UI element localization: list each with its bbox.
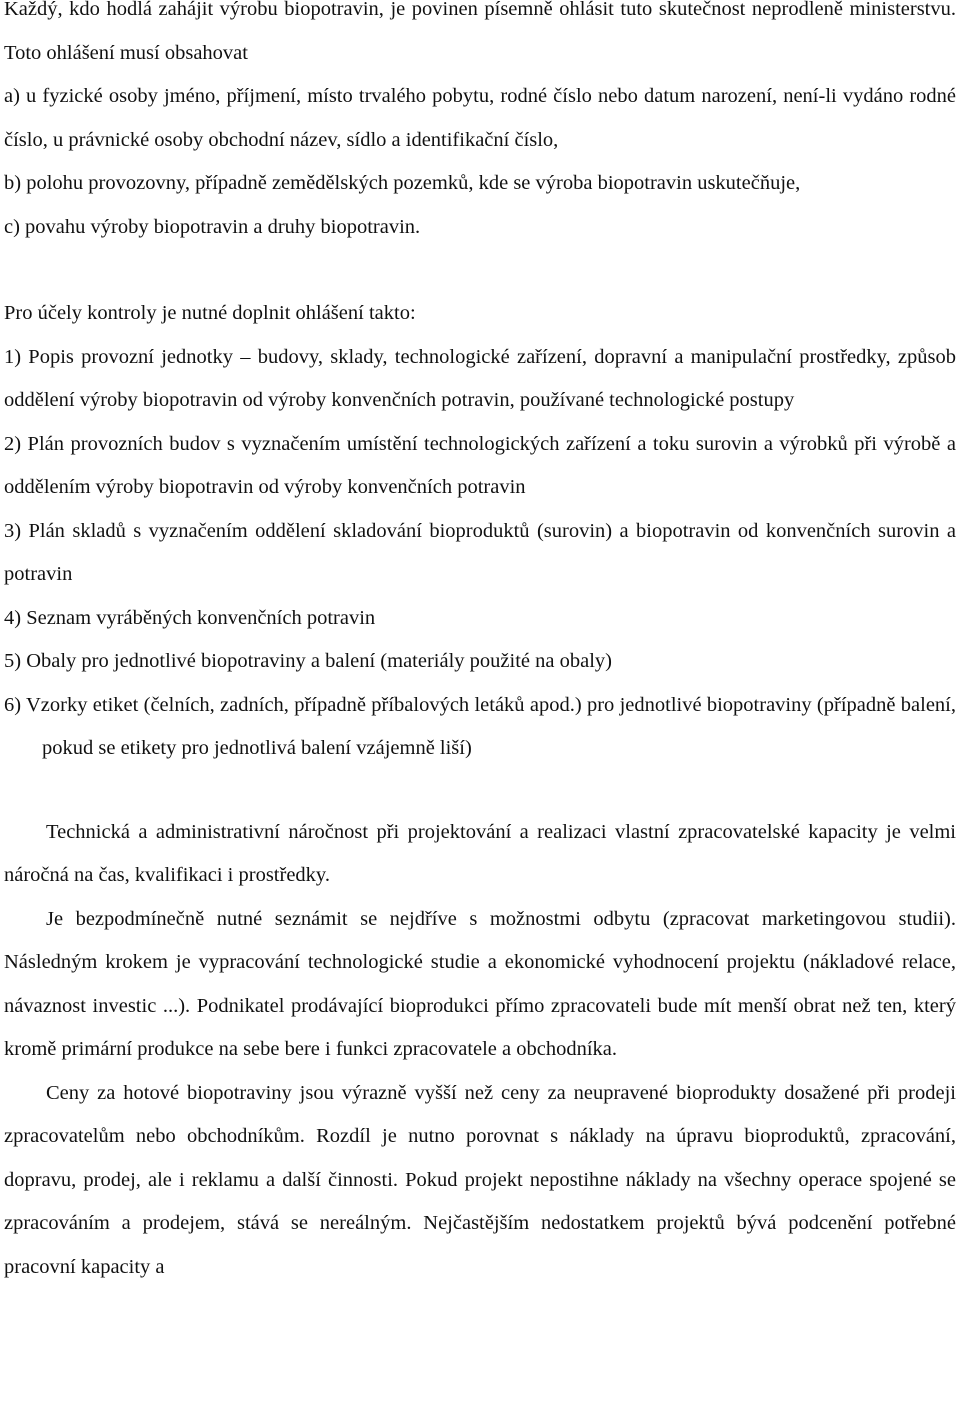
control-intro: Pro účely kontroly je nutné doplnit ohlášení takto: — [4, 302, 416, 324]
control-item-4: 4) Seznam vyráběných konvenčních potravin — [4, 606, 376, 629]
paragraph-gap — [0, 771, 960, 811]
list-item-b: b) polohu provozovny, případně zemědělských pozemků, kde se výroba biopotravin uskutečňuje, — [4, 172, 801, 194]
notification-intro: Každý, kdo hodlá zahájit výrobu biopotravin, je povinen písemně ohlásit tuto skutečnost neprodleně ministerstvu. Toto ohlášení musí obsahovat — [4, 0, 956, 64]
control-item-2: 2) Plán provozních budov s vyznačením umístění technologických zařízení a toku surovin a výrobků při výrobě a oddělením výroby biopotravin od výroby konvenčních potravin — [4, 432, 956, 498]
technical-paragraph: Technická a administrativní náročnost při projektování a realizaci vlastní zpracovatelské kapacity je velmi náročná na čas, kvalifikaci i prostředky. — [4, 820, 956, 886]
market-paragraph: Je bezpodmínečně nutné seznámit se nejdříve s možnostmi odbytu (zpracovat marketingovou studii). Následným krokem je vypracování technologické studie a ekonomické vyhodnocení projektu (nákladové relace, návaznost investic ...). Podnikatel prodávající bioprodukci přímo zpracovateli bude mít menší obrat než ten, který kromě primární produkce na sebe bere i funkci zpracovatele a obchodníka. — [4, 907, 956, 1060]
control-item-3: 3) Plán skladů s vyznačením oddělení skladování bioproduktů (surovin) a biopotravin od konvenčních surovin a potravin — [4, 519, 956, 585]
list-item-c: c) povahu výroby biopotravin a druhy biopotravin. — [4, 215, 421, 238]
control-item-1: 1) Popis provozní jednotky – budovy, sklady, technologické zařízení, dopravní a manipulační prostředky, způsob oddělení výroby biopotravin od výroby konvenčních potravin, používané technologické postupy — [4, 345, 956, 411]
list-item-a: a) u fyzické osoby jméno, příjmení, místo trvalého pobytu, rodné číslo nebo datum narození, není-li vydáno rodné číslo, u právnické osoby obchodní název, sídlo a identifikační číslo, — [4, 85, 956, 151]
paragraph-gap — [0, 249, 960, 292]
control-item-5: 5) Obaly pro jednotlivé biopotraviny a balení (materiály použité na obaly) — [4, 650, 612, 672]
control-item-6: 6) Vzorky etiket (čelních, zadních, případně příbalových letáků apod.) pro jednotlivé biopotraviny (případně balení, pokud se etikety pro jednotlivá balení vzájemně liší) — [4, 693, 956, 759]
prices-paragraph: Ceny za hotové biopotraviny jsou výrazně vyšší než ceny za neupravené bioprodukty dosažené při prodeji zpracovatelům nebo obchodníkům. Rozdíl je nutno porovnat s náklady na úpravu bioproduktů, zpracování, dopravu, prodej, ale i reklamu a další činnosti. Pokud projekt nepostihne náklady na všechny operace spojené se zpracováním a prodejem, stává se nereálným. Nejčastějším nedostatkem projektů bývá podcenění potřebné pracovní kapacity a — [4, 1081, 956, 1278]
